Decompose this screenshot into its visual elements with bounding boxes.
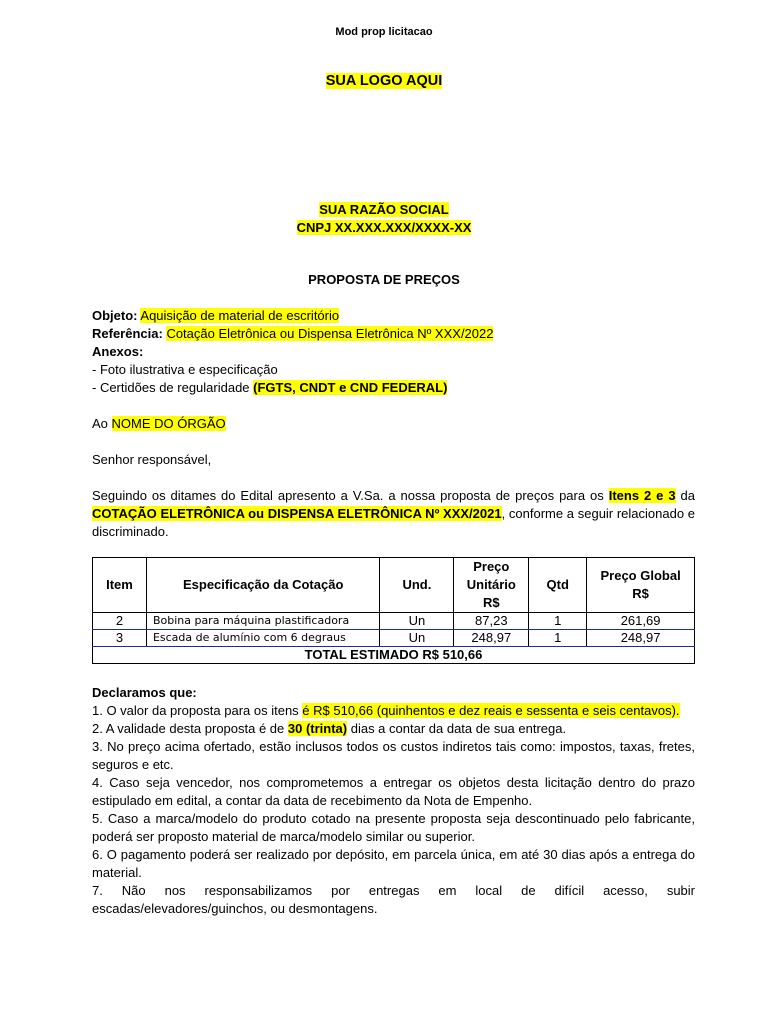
declarations-block: [92, 684, 695, 918]
table-total: TOTAL ESTIMADO R$ 510,66: [93, 647, 695, 664]
table-row: [93, 630, 695, 647]
intro-text-2: da: [675, 488, 695, 503]
intro-text-3: , conforme a seguir relacionado e discriminado.: [92, 506, 695, 539]
cell-qtd: 1: [529, 630, 587, 647]
col-header-und: Und.: [380, 558, 454, 613]
declaration-4: 4. Caso seja vencedor, nos comprometemos a entregar os objetos desta licitação dentro do prazo estipulado em edital, a contar da data de recebimento da Nota de Empenho.: [92, 775, 695, 808]
col-header-unit-price: Preço Unitário R$: [454, 558, 529, 613]
addressee-prefix: Ao: [92, 416, 112, 431]
declaration-1: [92, 702, 695, 720]
anexo-item-2: [92, 379, 695, 397]
fields-block: [92, 307, 695, 397]
declaration-2: [92, 720, 695, 738]
declaration-1-highlight: é R$ 510,66 (quinhentos e dez reais e sessenta e seis centavos).: [302, 703, 680, 718]
company-name: SUA RAZÃO SOCIAL: [319, 202, 449, 217]
objeto-label: Objeto:: [92, 308, 138, 323]
intro-cotacao-highlight: COTAÇÃO ELETRÔNICA ou DISPENSA ELETRÔNICA Nº XXX/2021: [92, 506, 502, 521]
document-header-title: Mod prop licitacao: [335, 26, 433, 38]
anexo-item-1: - Foto ilustrativa e especificação: [92, 362, 278, 377]
objeto-line: [92, 307, 695, 325]
anexo-item-2-text: - Certidões de regularidade: [92, 380, 254, 395]
table-row: [93, 613, 695, 630]
declaration-2-highlight: 30 (trinta): [287, 721, 348, 736]
declaration-6: 6. O pagamento poderá ser realizado por depósito, em parcela única, em até 30 dias após a entrega do material.: [92, 847, 695, 880]
company-cnpj: CNPJ XX.XXX.XXX/XXXX-XX: [296, 220, 472, 235]
declaration-3: 3. No preço acima ofertado, estão inclusos todos os custos indiretos tais como: impostos, taxas, fretes, seguros e etc.: [92, 739, 695, 772]
cell-item: 3: [93, 630, 147, 647]
greeting: Senhor responsável,: [92, 452, 212, 467]
anexo-item-2-highlight: (FGTS, CNDT e CND FEDERAL): [253, 380, 448, 395]
intro-items-highlight: Itens 2 e 3: [608, 488, 676, 503]
col-header-global-price: Preço Global R$: [587, 558, 695, 613]
intro-paragraph: [92, 487, 695, 541]
cell-global-price: 261,69: [587, 613, 695, 630]
cell-unit-price: 87,23: [454, 613, 529, 630]
col-header-qtd: Qtd: [529, 558, 587, 613]
proposal-title: PROPOSTA DE PREÇOS: [308, 272, 460, 287]
cell-qtd: 1: [529, 613, 587, 630]
col-header-spec: Especificação da Cotação: [146, 558, 380, 613]
anexos-label: Anexos:: [92, 344, 144, 359]
declaration-2-text: 2. A validade desta proposta é de: [92, 721, 288, 736]
table-header-row: [93, 558, 695, 613]
company-block: [0, 201, 768, 237]
price-table: [92, 557, 695, 664]
declaration-7: 7. Não nos responsabilizamos por entregas em local de difícil acesso, subir escadas/elevadores/guinchos, ou desmontagens.: [92, 883, 695, 916]
logo-placeholder: [0, 73, 768, 89]
cell-desc: Bobina para máquina plastificadora: [146, 613, 380, 630]
referencia-line: [92, 325, 695, 343]
declaration-1-text: 1. O valor da proposta para os itens: [92, 703, 303, 718]
cell-und: Un: [380, 630, 454, 647]
objeto-value: Aquisição de material de escritório: [140, 308, 340, 323]
referencia-label: Referência:: [92, 326, 163, 341]
addressee-line: [92, 415, 695, 433]
intro-text-1: Seguindo os ditames do Edital apresento a V.Sa. a nossa proposta de preços para os: [92, 488, 609, 503]
logo-text: SUA LOGO AQUI: [325, 73, 443, 89]
addressee-name: NOME DO ÓRGÃO: [111, 416, 226, 431]
cell-global-price: 248,97: [587, 630, 695, 647]
referencia-value: Cotação Eletrônica ou Dispensa Eletrônica Nº XXX/2022: [166, 326, 494, 341]
col-header-item: Item: [93, 558, 147, 613]
cell-desc: Escada de alumínio com 6 degraus: [146, 630, 380, 647]
cell-item: 2: [93, 613, 147, 630]
table-total-row: [93, 647, 695, 664]
declaration-5: 5. Caso a marca/modelo do produto cotado na presente proposta seja descontinuado pelo fabricante, poderá ser proposto material de marca/modelo similar ou superior.: [92, 811, 695, 844]
cell-und: Un: [380, 613, 454, 630]
declaration-2-suffix: dias a contar da data de sua entrega.: [347, 721, 567, 736]
cell-unit-price: 248,97: [454, 630, 529, 647]
declarations-heading: Declaramos que:: [92, 685, 197, 700]
